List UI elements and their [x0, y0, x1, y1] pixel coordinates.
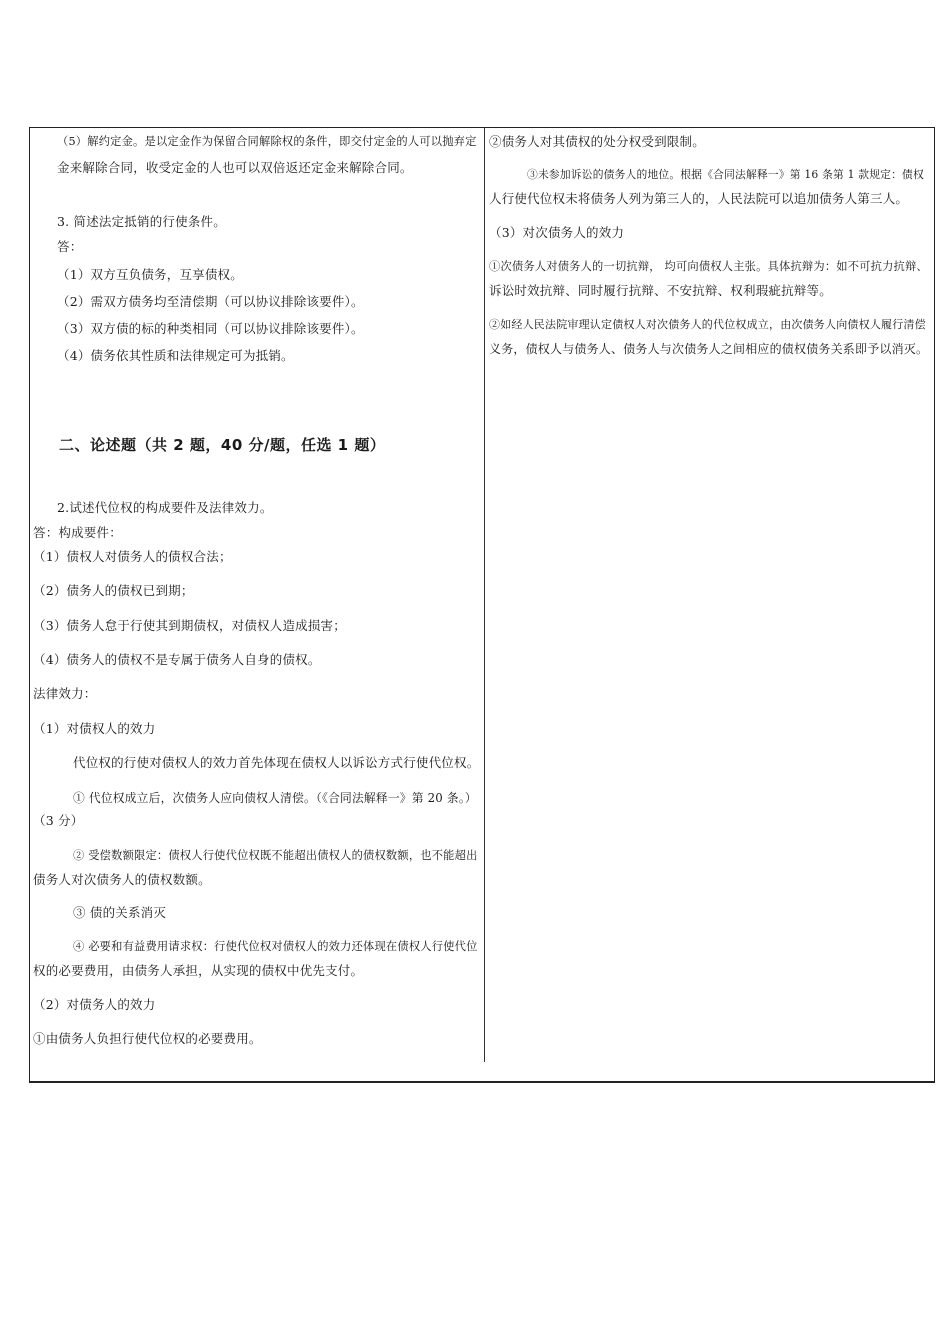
requirement-item: （1）债权人对债务人的债权合法； — [33, 549, 232, 564]
effect-1-clause-2-cont: 债务人对次债务人的债权数额。 — [33, 872, 211, 887]
effect-3-title: （3）对次债务人的效力 — [489, 225, 625, 240]
question-3: 3. 简述法定抵销的行使条件。 — [57, 214, 226, 229]
effect-1-clause-3: ③ 债的关系消灭 — [73, 905, 167, 920]
answer-2-label: 答：构成要件： — [33, 525, 122, 540]
legal-effect-label: 法律效力： — [33, 686, 97, 701]
effect-1-clause-4-cont: 权的必要费用，由债务人承担，从实现的债权中优先支付。 — [33, 963, 364, 978]
effect-2-clause-2: ②债务人对其债权的处分权受到限制。 — [489, 134, 705, 149]
p5-line1: （5）解约定金。是以定金作为保留合同解除权的条件，即交付定金的人可以抛弃定 — [57, 135, 477, 148]
effect-1-clause-2: ② 受偿数额限定：债权人行使代位权既不能超出债权人的债权数额，也不能超出 — [73, 849, 478, 862]
requirement-item: （4）债务人的债权不是专属于债务人自身的债权。 — [33, 652, 321, 667]
answer-3-item: （4）债务依其性质和法律规定可为抵销。 — [57, 348, 294, 363]
effect-1-clause-1: ① 代位权成立后，次债务人应向债权人清偿。（《合同法解释一》第 20 条。） — [73, 791, 477, 805]
effect-2-title: （2）对债务人的效力 — [33, 997, 156, 1012]
answer-3-item: （1）双方互负债务，互享债权。 — [57, 267, 243, 282]
p5-line2: 金来解除合同，收受定金的人也可以双倍返还定金来解除合同。 — [57, 160, 413, 175]
requirement-item: （3）债务人怠于行使其到期债权，对债权人造成损害； — [33, 618, 346, 633]
question-2: 2.试述代位权的构成要件及法律效力。 — [57, 500, 273, 515]
effect-2-clause-3: ③未参加诉讼的债务人的地位。根据《合同法解释一》第 16 条第 1 款规定：债权 — [527, 168, 924, 181]
requirement-item: （2）债务人的债权已到期； — [33, 583, 194, 598]
answer-3-item: （3）双方债的标的种类相同（可以协议排除该要件）。 — [57, 321, 364, 336]
effect-2-clause-1: ①由债务人负担行使代位权的必要费用。 — [33, 1031, 262, 1046]
effect-3-clause-1: ①次债务人对债务人的一切抗辩， 均可向债权人主张。具体抗辩为：如不可抗力抗辩、 — [489, 260, 928, 273]
effect-3-clause-2-cont: 义务，债权人与债务人、债务人与次债务人之间相应的债权债务关系即予以消灭。 — [489, 342, 929, 356]
answer-sheet-frame — [29, 127, 935, 1083]
effect-3-clause-1-cont: 诉讼时效抗辩、同时履行抗辩、不安抗辩、权利瑕疵抗辩等。 — [489, 283, 832, 298]
answer-3-label: 答： — [57, 239, 83, 254]
effect-2-clause-3-cont: 人行使代位权未将债务人列为第三人的，人民法院可以追加债务人第三人。 — [489, 191, 909, 206]
effect-1-title: （1）对债权人的效力 — [33, 721, 156, 736]
effect-3-clause-2: ②如经人民法院审理认定债权人对次债务人的代位权成立，由次债务人向债权人履行清偿 — [489, 318, 926, 331]
answer-3-item: （2）需双方债务均至清偿期（可以协议排除该要件）。 — [57, 294, 364, 309]
effect-1-clause-1-score: （3 分） — [33, 813, 84, 828]
column-divider — [484, 128, 485, 1062]
effect-1-clause-4: ④ 必要和有益费用请求权：行使代位权对债权人的效力还体现在债权人行使代位 — [73, 940, 478, 953]
section-heading: 二、论述题（共 2 题，40 分/题，任选 1 题） — [59, 436, 386, 454]
effect-1-intro: 代位权的行使对债权人的效力首先体现在债权人以诉讼方式行使代位权。 — [73, 755, 480, 770]
